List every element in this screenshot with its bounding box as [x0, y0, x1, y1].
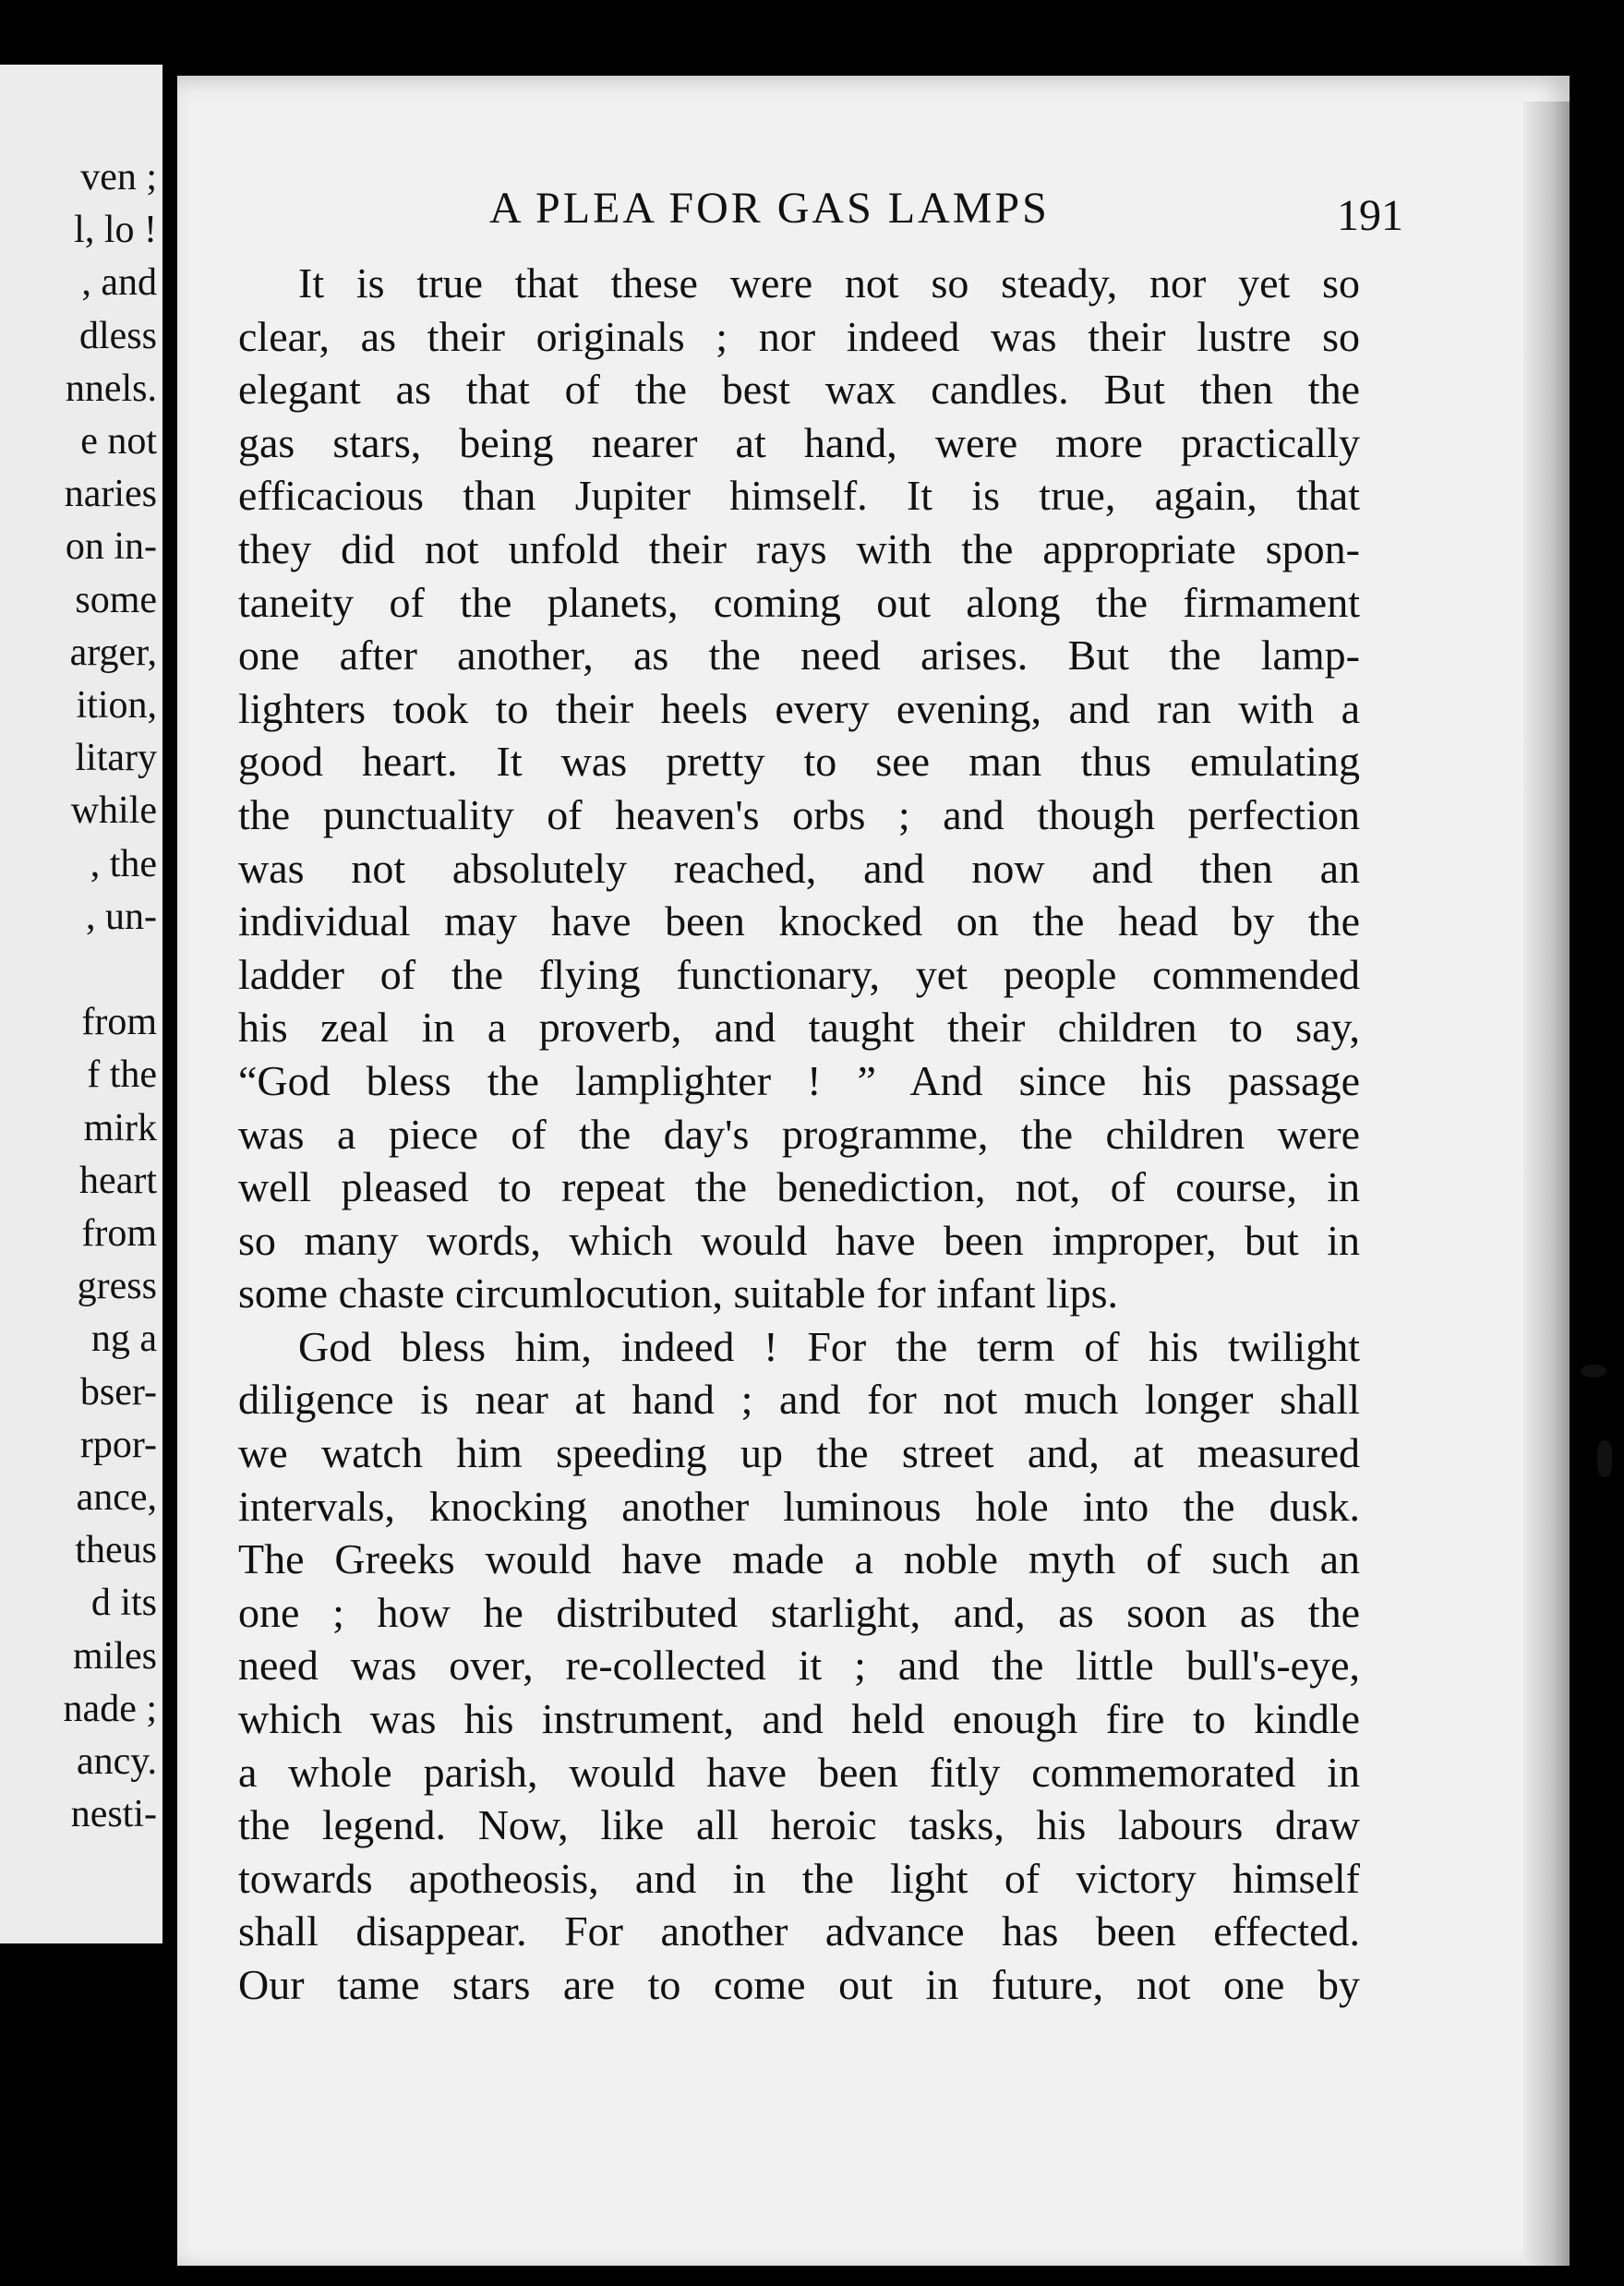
book-gutter [162, 65, 177, 1948]
left-page-line: l, lo ! [74, 209, 157, 252]
left-page-line: bser- [79, 1370, 157, 1414]
left-page-line: f the [87, 1053, 157, 1097]
text-line: diligence is near at hand ; and for not much longer shall [238, 1376, 1360, 1424]
left-page-line: rpor- [79, 1423, 157, 1466]
left-page-line: ven ; [80, 156, 157, 199]
text-line: one ; how he distributed starlight, and, as soon as the [238, 1588, 1360, 1636]
text-line: taneity of the planets, coming out along the firmament [238, 578, 1360, 626]
left-page-line: ance, [76, 1476, 157, 1519]
left-page-line: ng a [90, 1317, 157, 1361]
left-page-line: , and [81, 261, 157, 305]
text-line: intervals, knocking another luminous hole into the dusk. [238, 1482, 1360, 1530]
left-page-line: , the [90, 842, 157, 885]
text-line: clear, as their originals ; nor indeed was their lustre so [238, 312, 1360, 360]
text-line: ladder of the flying functionary, yet people commended [238, 950, 1360, 998]
text-line: Our tame stars are to come out in future, not one by [238, 1961, 1360, 2008]
left-page-line: naries [64, 473, 157, 516]
text-line: the punctuality of heaven's orbs ; and though perfection [238, 790, 1360, 838]
left-page-line: ition, [76, 684, 157, 727]
text-line: was not absolutely reached, and now and then an [238, 844, 1360, 892]
left-page-line: theus [75, 1529, 157, 1572]
text-line: one after another, as the need arises. But the lamp- [238, 632, 1360, 680]
text-line: It is true that these were not so steady, nor yet so [298, 259, 1360, 307]
text-line: which was his instrument, and held enough fire to kindle [238, 1695, 1360, 1743]
left-page-line: , un- [86, 895, 157, 938]
page-edge-shadow [1523, 102, 1570, 2266]
left-page-line: gress [77, 1265, 157, 1308]
left-page-line: miles [73, 1634, 157, 1678]
text-line: God bless him, indeed ! For the term of his twilight [298, 1322, 1360, 1370]
text-line: towards apotheosis, and in the light of victory himself [238, 1854, 1360, 1902]
text-line: elegant as that of the best wax candles. But then the [238, 366, 1360, 414]
left-page-line: d its [90, 1582, 157, 1625]
left-page-line: ancy. [76, 1740, 157, 1783]
text-line: was a piece of the day's programme, the children were [238, 1110, 1360, 1158]
ink-smudge [1581, 1365, 1606, 1378]
text-line: need was over, re-collected it ; and the little bull's-eye, [238, 1642, 1360, 1690]
left-page-line: from [81, 1212, 157, 1255]
left-page-line: mirk [83, 1106, 157, 1149]
left-facing-page [0, 65, 162, 1943]
left-page-line: on in- [65, 525, 157, 569]
page-number: 191 [1337, 191, 1403, 240]
text-line: individual may have been knocked on the head by the [238, 897, 1360, 945]
text-line: a whole parish, would have been fitly commemorated in [238, 1748, 1360, 1796]
text-line: efficacious than Jupiter himself. It is true, again, that [238, 472, 1360, 520]
body-text [238, 257, 1360, 2012]
text-line: shall disappear. For another advance has been effected. [238, 1907, 1360, 1955]
text-line: well pleased to repeat the benediction, not, of course, in [238, 1163, 1360, 1211]
running-head [323, 183, 1403, 247]
left-page-line: some [75, 578, 157, 621]
left-page-line: arger, [69, 631, 157, 674]
left-page-line: litary [75, 737, 157, 780]
text-line: some chaste circumlocution, suitable for infant lips. [238, 1269, 1118, 1317]
left-page-line: nade ; [63, 1687, 157, 1730]
text-line: we watch him speeding up the street and, at measured [238, 1429, 1360, 1477]
left-page-line: while [70, 789, 157, 833]
text-line: The Greeks would have made a noble myth of such an [238, 1535, 1360, 1583]
left-page-line: nnels. [65, 367, 157, 410]
text-line: they did not unfold their rays with the appropriate spon- [238, 524, 1360, 572]
left-page-line: nesti- [70, 1793, 157, 1836]
page-header-title: A PLEA FOR GAS LAMPS [489, 184, 1050, 233]
text-line: so many words, which would have been improper, but in [238, 1216, 1360, 1264]
text-line: the legend. Now, like all heroic tasks, his labours draw [238, 1801, 1360, 1849]
text-line: gas stars, being nearer at hand, were more practically [238, 418, 1360, 466]
text-line: “God bless the lamplighter ! ” And since his passage [238, 1056, 1360, 1104]
text-line: lighters took to their heels every evening, and ran with a [238, 684, 1360, 732]
text-line: good heart. It was pretty to see man thus emulating [238, 738, 1360, 786]
left-page-line: heart [79, 1159, 157, 1202]
left-page-line: dless [79, 314, 157, 357]
text-line: his zeal in a proverb, and taught their children to say, [238, 1004, 1360, 1052]
ink-smudge [1597, 1440, 1612, 1477]
left-page-line: from [81, 1001, 157, 1044]
left-page-line: e not [80, 420, 157, 463]
